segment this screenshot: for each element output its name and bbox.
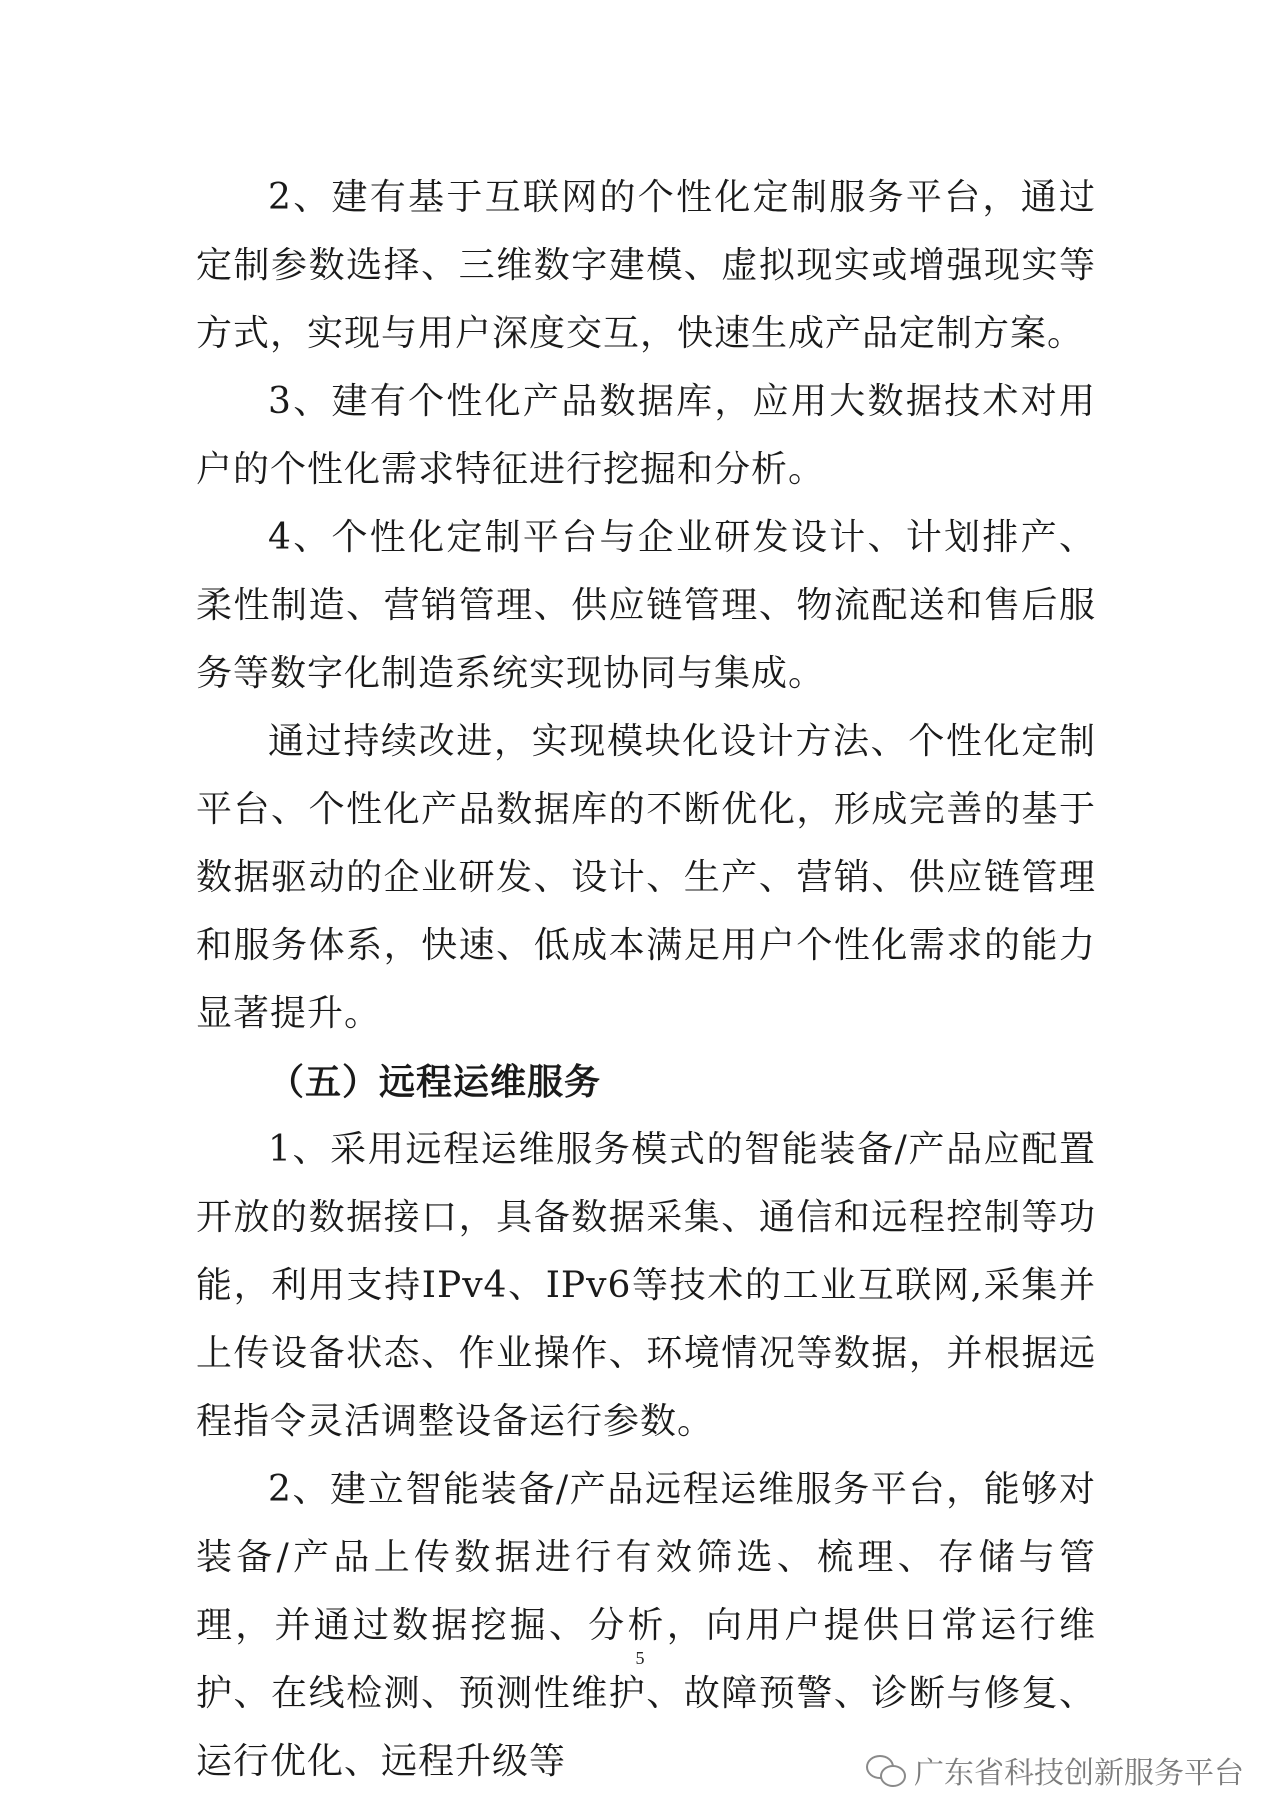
wechat-icon [866,1753,906,1787]
paragraph-item-2: 2、建有基于互联网的个性化定制服务平台，通过定制参数选择、三维数字建模、虚拟现实或增强现实等方式，实现与用户深度交互，快速生成产品定制方案。 [196,177,1096,354]
page-number: 5 [635,1648,645,1668]
section-heading: （五）远程运维服务 [268,1061,602,1103]
paragraph-item-4: 4、个性化定制平台与企业研发设计、计划排产、柔性制造、营销管理、供应链管理、物流配送和售后服务等数字化制造系统实现协同与集成。 [196,517,1096,694]
watermark-text: 广东省科技创新服务平台 [914,1756,1244,1791]
section-paragraph-2: 2、建立智能装备/产品远程运维服务平台，能够对装备/产品上传数据进行有效筛选、梳理、存储与管理，并通过数据挖掘、分析，向用户提供日常运行维护、在线检测、预测性维护、故障预警、诊断与修复、运行优化、远程升级等 [196,1469,1096,1782]
section-paragraph-1: 1、采用远程运维服务模式的智能装备/产品应配置开放的数据接口，具备数据采集、通信和远程控制等功能，利用支持IPv4、IPv6等技术的工业互联网,采集并上传设备状态、作业操作、环境情况等数据，并根据远程指令灵活调整设备运行参数。 [196,1129,1096,1442]
watermark [866,1748,1244,1792]
document-body [196,164,1096,1796]
paragraph-summary: 通过持续改进，实现模块化设计方法、个性化定制平台、个性化产品数据库的不断优化，形成完善的基于数据驱动的企业研发、设计、生产、营销、供应链管理和服务体系，快速、低成本满足用户个性化需求的能力显著提升。 [196,721,1096,1034]
paragraph-item-3: 3、建有个性化产品数据库，应用大数据技术对用户的个性化需求特征进行挖掘和分析。 [196,381,1096,490]
